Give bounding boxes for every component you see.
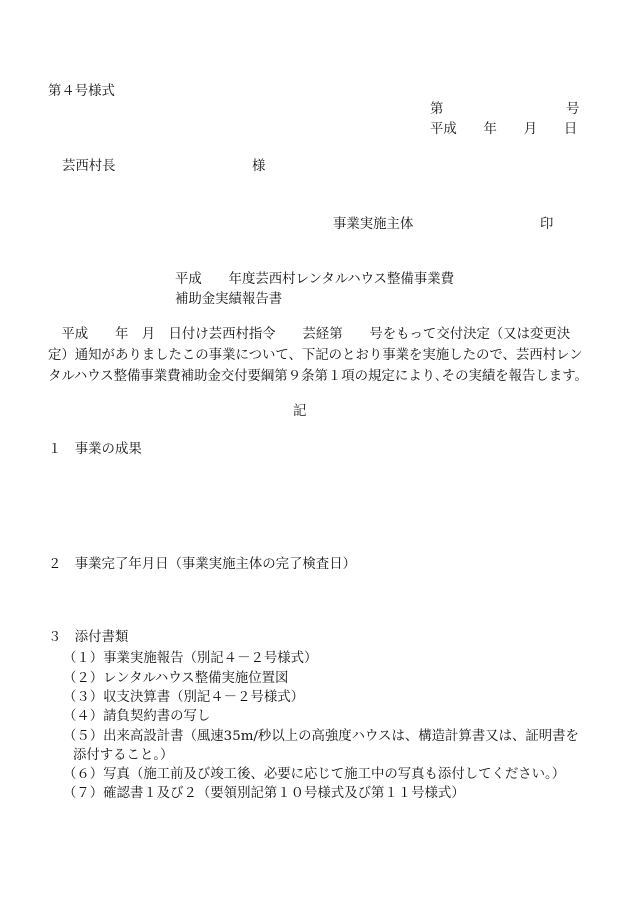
form-number: 第４号様式	[48, 84, 115, 99]
addressee-honorific: 様	[252, 159, 266, 174]
attachment-item: （３）収支決算書（別記４－２号様式）	[63, 690, 305, 705]
body-text-line: 定）通知がありましたこの事業について、下記のとおり事業を実施したので、芸西村レン	[48, 348, 583, 363]
date-line: 平成 年 月 日	[430, 122, 578, 137]
attachment-item: （２）レンタルハウス整備実施位置図	[63, 671, 289, 686]
body-text-line: 平成 年 月 日付け芸西村指令 芸経第 号をもって交付決定（又は変更決	[48, 327, 571, 342]
document-title-line-1: 平成 年度芸西村レンタルハウス整備事業費	[175, 272, 454, 287]
attachment-item: （７）確認書１及び２（要領別記第１０号様式及び第１１号様式）	[63, 786, 465, 801]
ki-heading: 記	[293, 404, 307, 419]
seal-mark: 印	[540, 217, 554, 232]
section-heading-results: １ 事業の成果	[48, 442, 142, 457]
attachment-item: （１）事業実施報告（別記４－２号様式）	[63, 651, 318, 666]
section-heading-completion-date: ２ 事業完了年月日（事業実施主体の完了検査日）	[48, 557, 356, 572]
document-number-prefix: 第	[430, 102, 444, 117]
body-text-line: タルハウス整備事業費補助金交付要綱第９条第１項の規定により､その実績を報告します。	[48, 369, 588, 384]
attachment-item-continuation: 添付すること。）	[73, 748, 174, 763]
section-heading-attachments: ３ 添付書類	[48, 630, 129, 645]
addressee-name: 芸西村長	[62, 159, 116, 174]
document-number-suffix: 号	[566, 102, 580, 117]
attachment-item: （６）写真（施工前及び竣工後、必要に応じて施工中の写真も添付してください。）	[63, 767, 566, 782]
attachment-item: （５）出来高設計書（風速35m/秒以上の高強度ハウスは、構造計算書又は、証明書を	[63, 729, 579, 744]
applicant-label: 事業実施主体	[333, 217, 414, 232]
attachment-item: （４）請負契約書の写し	[63, 709, 211, 724]
document-title-line-2: 補助金実績報告書	[175, 292, 283, 307]
